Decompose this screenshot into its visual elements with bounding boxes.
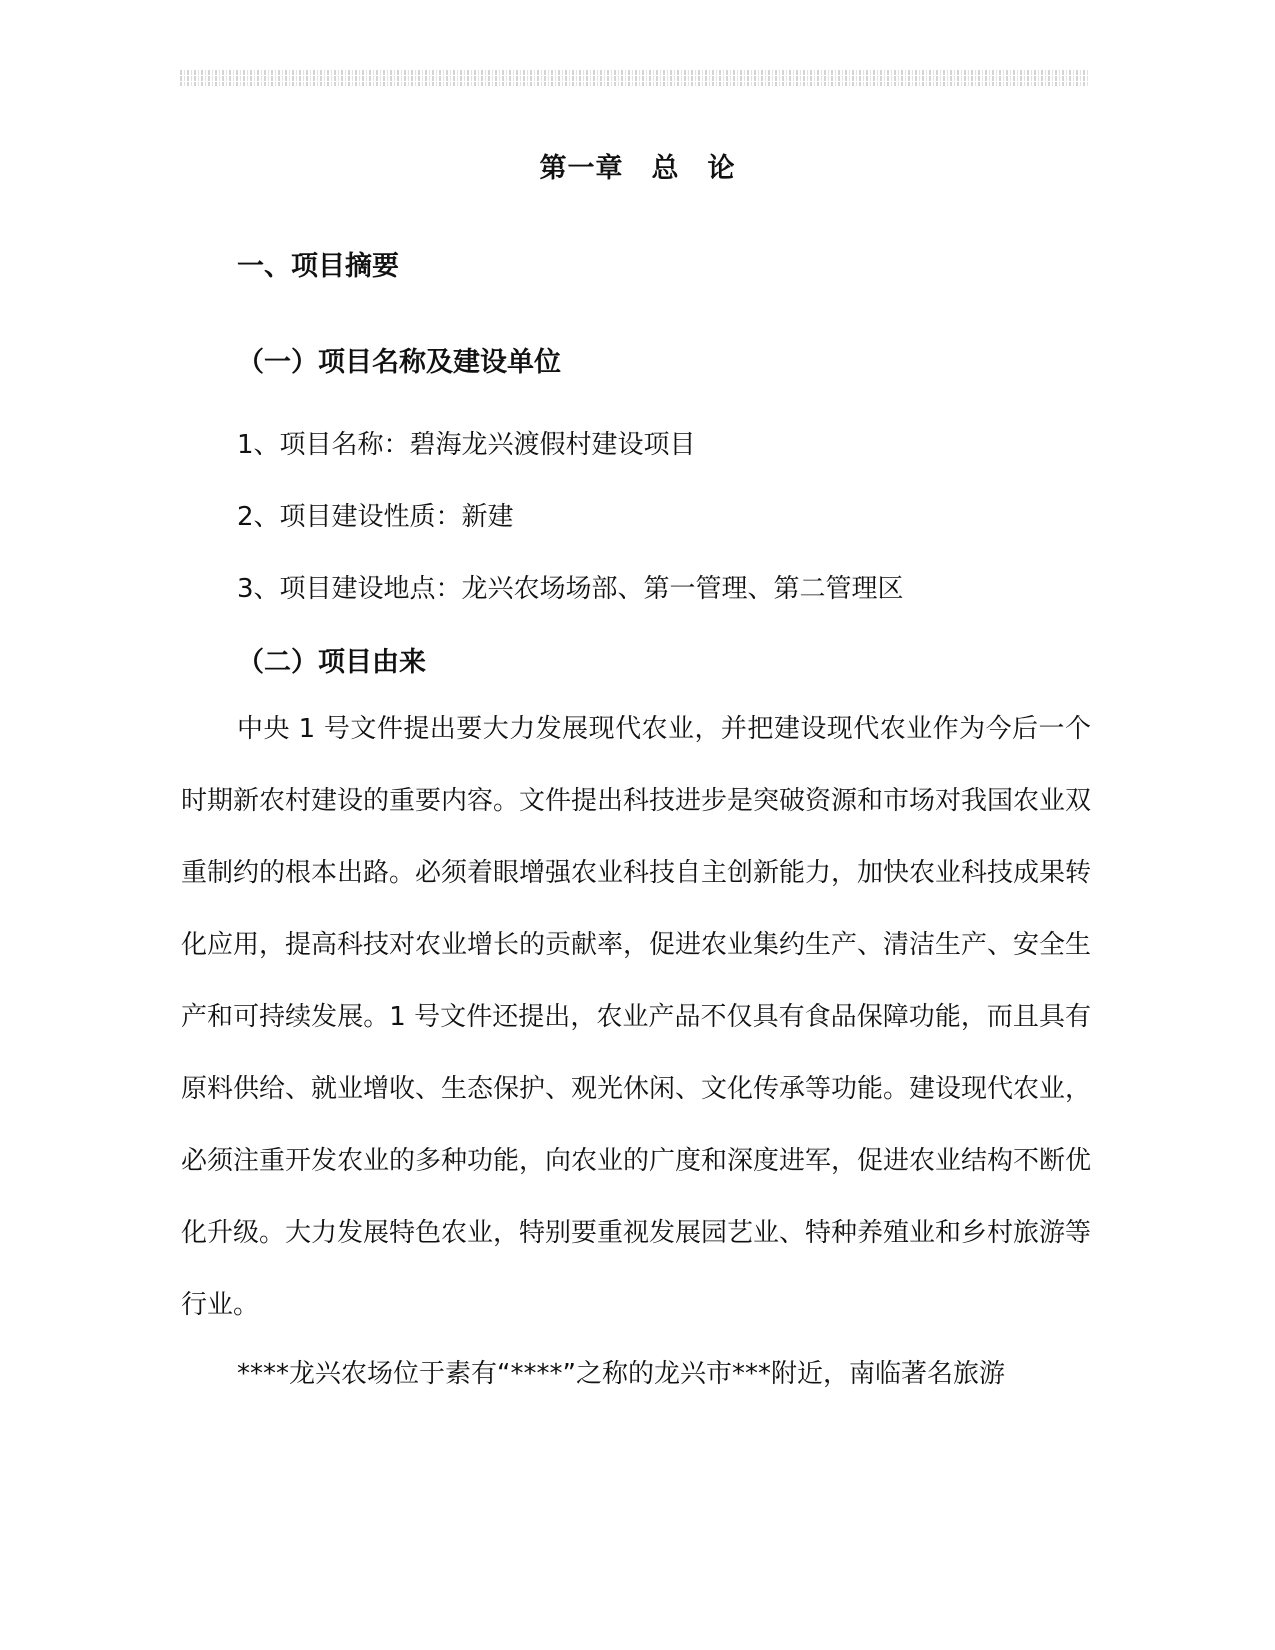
- body-paragraph: ****龙兴农场位于素有“****”之称的龙兴市***附近，南临著名旅游: [237, 1359, 1005, 1389]
- project-location-item: 3、项目建设地点：龙兴农场场部、第一管理、第二管理区: [237, 574, 904, 604]
- chapter-title: 第一章 总 论: [539, 153, 736, 184]
- subsection-heading-name-unit: （一）项目名称及建设单位: [237, 347, 561, 378]
- project-name-item: 1、项目名称：碧海龙兴渡假村建设项目: [237, 430, 696, 460]
- header-rule-texture: [180, 70, 1090, 86]
- body-paragraph: 中央 1 号文件提出要大力发展现代农业，并把建设现代农业作为今后一个时期新农村建设的重要内容。文件提出科技进步是突破资源和市场对我国农业双重制约的根本出路。必须着眼增强农业科技自主创新能力，加快农业科技成果转化应用，提高科技对农业增长的贡献率，促进农业集约生产、清洁生产、安全生产和可持续发展。1 号文件还提出，农业产品不仅具有食品保障功能，而且具有原料供给、就业增收、生态保护、观光休闲、文化传承等功能。建设现代农业，必须注重开发农业的多种功能，向农业的广度和深度进军，促进农业结构不断优化升级。大力发展特色农业，特别要重视发展园艺业、特种养殖业和乡村旅游等行业。: [181, 714, 1092, 1320]
- subsection-heading-origin: （二）项目由来: [237, 647, 426, 678]
- project-nature-item: 2、项目建设性质：新建: [237, 502, 514, 532]
- section-heading-summary: 一、项目摘要: [237, 251, 399, 282]
